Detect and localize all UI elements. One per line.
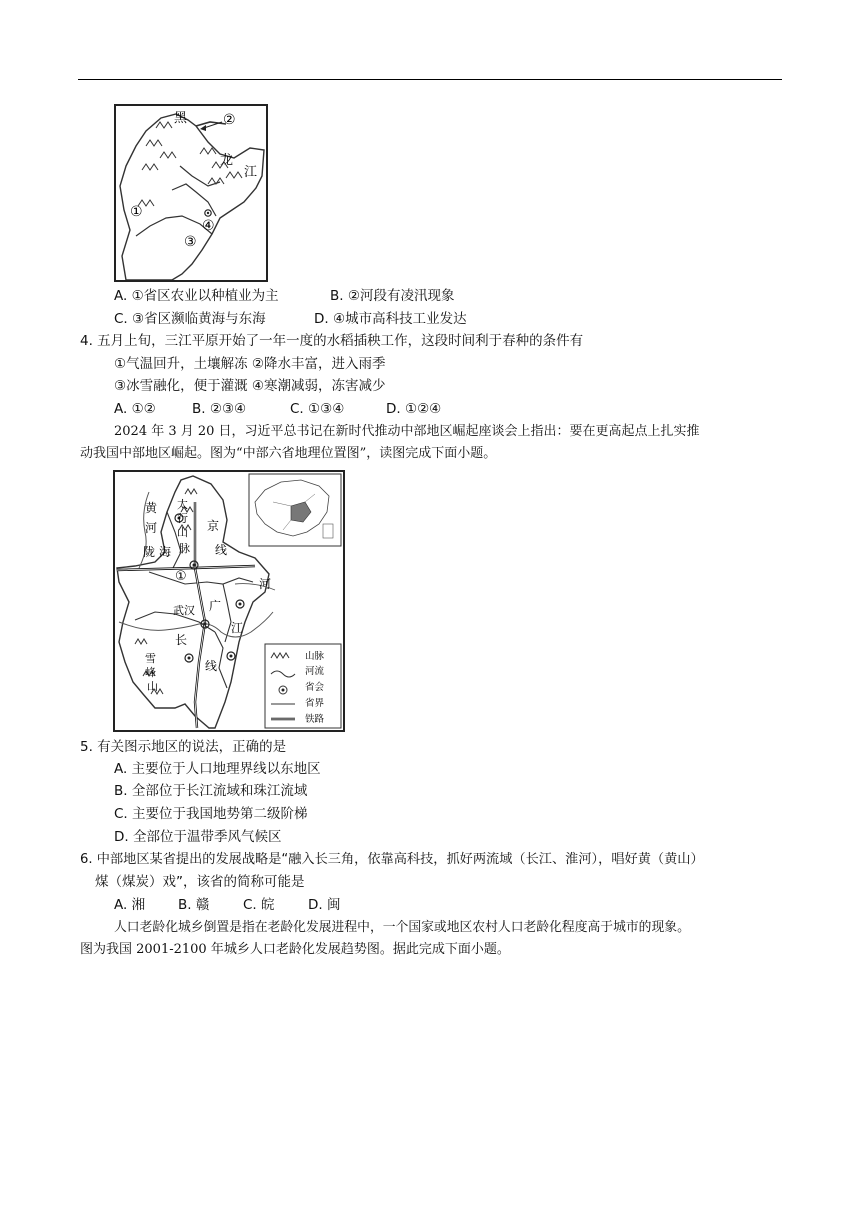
intro2-line2: 图为我国 2001-2100 年城乡人口老龄化发展趋势图。据此完成下面小题。	[80, 942, 510, 957]
map2-label-tai: 太	[177, 498, 188, 511]
intro1-line2: 动我国中部地区崛起。图为“中部六省地理位置图”，读图完成下面小题。	[80, 446, 497, 461]
q3-option-d: D. ④城市高科技工业发达	[314, 311, 467, 327]
map2-label-he2: 河	[259, 577, 272, 591]
q5-stem: 5. 有关图示地区的说法，正确的是	[80, 739, 287, 755]
legend-mountain: 山脉	[305, 651, 325, 662]
map2-label-huang: 黄	[145, 501, 158, 515]
map2-label-xian2: 线	[205, 659, 218, 673]
northeast-map	[114, 104, 268, 282]
q4-option-b: B. ②③④	[192, 401, 247, 417]
northeast-map-graphic	[116, 106, 266, 280]
map2-label-jiang: 江	[231, 621, 244, 635]
map2-label-feng: 峰	[145, 666, 156, 679]
map2-label-mai: 脉	[179, 542, 190, 555]
q4-option-d: D. ①②④	[386, 401, 442, 417]
map2-label-shan: 山	[177, 526, 188, 539]
map2-label-shan2: 山	[147, 680, 158, 693]
map2-label-hang: 行	[177, 512, 188, 525]
q3-option-a: A. ①省区农业以种植业为主	[114, 288, 279, 304]
header-rule	[78, 79, 782, 80]
q6-stem-line2: 煤（煤炭）戏”，该省的简称可能是	[95, 874, 305, 890]
q4-option-c: C. ①③④	[290, 401, 345, 417]
map2-label-jing: 京	[207, 519, 220, 533]
map2-label-long: 陇	[143, 545, 156, 559]
q6-option-a: A. 湘	[114, 897, 146, 913]
q4-statement-1: ①气温回升，土壤解冻 ②降水丰富，进入雨季	[114, 356, 386, 372]
map1-marker-4: ④	[202, 218, 215, 234]
q4-statement-2: ③冰雪融化，便于灌溉 ④寒潮减弱，冻害减少	[114, 378, 386, 394]
map2-label-wuhan: 武汉	[173, 604, 195, 617]
map2-label-hai: 海	[159, 545, 172, 559]
map2-label-guang: 广	[209, 599, 222, 613]
q5-option-a: A. 主要位于人口地理界线以东地区	[114, 761, 321, 777]
map2-label-chang: 长	[175, 633, 188, 647]
map2-marker-1: ①	[175, 569, 187, 584]
map1-marker-2: ②	[223, 112, 236, 128]
central-provinces-map-graphic	[115, 472, 343, 730]
map1-label-jiang: 江	[244, 165, 258, 180]
map1-label-long: 龙	[220, 153, 234, 168]
intro1-line1: 2024 年 3 月 20 日，习近平总书记在新时代推动中部地区崛起座谈会上指出：要在更高起点上扎实推	[114, 424, 700, 439]
q5-option-d: D. 全部位于温带季风气候区	[114, 829, 282, 845]
legend-river: 河流	[305, 666, 325, 677]
map1-label-hei: 黑	[174, 111, 188, 126]
intro2-line1: 人口老龄化城乡倒置是指在老龄化发展进程中，一个国家或地区农村人口老龄化程度高于城市的现象。	[114, 920, 690, 935]
map2-label-he: 河	[145, 521, 158, 535]
map2-label-xian: 线	[215, 543, 228, 557]
q5-option-c: C. 主要位于我国地势第二级阶梯	[114, 806, 308, 822]
legend-railway: 铁路	[305, 714, 325, 725]
central-provinces-map	[113, 470, 345, 732]
q4-option-a: A. ①②	[114, 401, 156, 417]
map1-marker-1: ①	[130, 204, 143, 220]
q6-option-d: D. 闽	[308, 897, 341, 913]
legend-province-border: 省界	[305, 698, 325, 709]
q5-option-b: B. 全部位于长江流域和珠江流域	[114, 783, 308, 799]
q6-stem-line1: 6. 中部地区某省提出的发展战略是“融入长三角，依靠高科技，抓好两流域（长江、淮河），唱好黄（黄山）	[80, 852, 704, 867]
q3-option-b: B. ②河段有凌汛现象	[330, 288, 455, 304]
q3-option-c: C. ③省区濒临黄海与东海	[114, 311, 266, 327]
q6-option-c: C. 皖	[243, 897, 275, 913]
q6-option-b: B. 赣	[178, 897, 210, 913]
q4-stem: 4. 五月上旬，三江平原开始了一年一度的水稻插秧工作，这段时间利于春种的条件有	[80, 333, 584, 349]
legend-capital: 省会	[305, 682, 325, 693]
map2-label-xue: 雪	[145, 652, 156, 665]
map1-marker-3: ③	[184, 234, 197, 250]
